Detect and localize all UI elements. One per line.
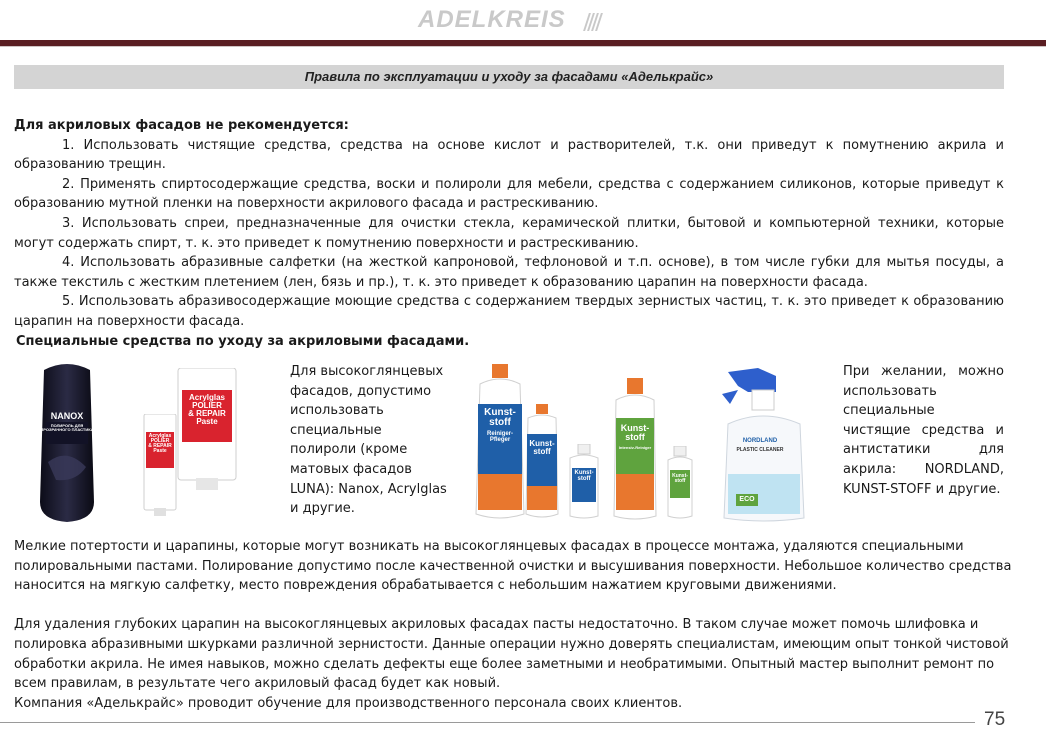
label-line: POLIER [192,401,222,410]
label-line: Paste [196,417,218,426]
warnings-heading: Для акриловых фасадов не рекомендуется: [14,118,349,133]
acrylglas-small-label [146,434,174,454]
label-line: Acrylglas [188,393,226,402]
logo-stripes-icon [584,13,600,31]
paragraph-training: Компания «Аделькрайс» проводит обучение для производственного персонала своих клиентов. [14,695,683,711]
kunststoff-1-label [478,408,522,443]
special-products-heading: Специальные средства по уходу за акриловыми фасадами. [16,333,470,349]
warning-item: 2. Применять спиртосодержащие средства, воски и полироли для мебели, средства с содержанием силиконов, которые приведут к образованию мутной пленки на поверхности акрилового фасада и растрескиванию. [14,176,1004,212]
label-line: Kunst- [620,423,650,433]
page-header [0,0,1046,40]
label-line: Paste [153,448,167,454]
label-line: Kunst- [484,407,516,418]
warning-item: 5. Использовать абразивосодержащие моющие средства с содержанием твердых зернистых частиц, т. к. это приведет к образованию царапин на поверхности фасада. [14,294,1004,329]
acrylglas-small-tube [142,414,178,516]
acrylglas-large-tube [176,368,238,490]
nanox-product-label: ПОЛИРОЛЬ ДЛЯ ПРОЗРАЧНОГО ПЛАСТИКА [40,423,94,432]
kunststoff-2-label [528,440,556,456]
label-line: Reiniger- [486,431,513,437]
paragraph-spacer [14,596,1014,616]
eco-badge: ECO [736,494,758,506]
warning-item: 3. Использовать спреи, предназначенные для очистки стекла, керамической плитки, бытовой и компьютерной техники, которые могут содержать спирт, т. к. это приведет к помутнению поверхности и растрескиванию. [14,215,1004,251]
label-line: Kunst- [672,473,688,479]
label-line: Kunst- [574,470,594,476]
polish-description: Для высокоглянцевых фасадов, допустимо использовать специальные полироли (кроме матовых фасадов LUNA): Nanox, Acrylglas и другие. [290,364,447,517]
label-line: stoff [625,432,645,442]
brand-logo: ADELKREIS [418,6,566,33]
nanox-polish-bottle [36,362,98,524]
acrylic-warnings-section [14,116,1004,351]
kunststoff-5-label [668,474,692,484]
label-line: stoff [577,476,591,482]
nanox-brand-label: NANOX [50,411,84,421]
page-number: 75 [984,709,1006,730]
label-line: Kunst- [529,439,555,448]
label-line: stoff [489,417,511,428]
kunststoff-bottle-large [470,364,530,522]
label-line: stoff [674,478,686,484]
label-line: stoff [533,447,551,456]
label-line: & REPAIR [188,409,226,418]
kunststoff-4-label [618,424,652,450]
paragraph-deep-scratches: Для удаления глубоких царапин на высокоглянцевых акриловых фасадах пасты недостаточно. В таком случае может помочь шлифовка и полировка абразивными шкурками различной зернистости. Данные операции нужно доверять специалистам, имеющим опыт тонкой чистовой обработки акрила. Не имея навыков, можно сделать дефекты еще более заметными и необратимыми. Опытный мастер выполнит ремонт по всем правилам, в результате чего акриловый фасад будет как новый. [14,617,1009,692]
nordland-brand-label: NORDLAND [742,438,778,444]
warning-item: 1. Использовать чистящие средства, средства на основе кислот и растворителей, т.к. они приведут к помутнению акрила и образованию трещин. [14,137,1004,173]
paragraph-minor-scratches: Мелкие потертости и царапины, которые могут возникать на высокоглянцевых фасадах в процессе монтажа, удаляются специальными полировальными пастами. Полирование допустимо после качественной очистки и высушивания поверхности. Небольшое количество средства наносится на мягкую салфетку, место повреждения обрабатывается с небольшим нажатием круговыми движениями. [14,539,1012,594]
kunststoff-3-label [570,470,598,482]
cleaners-description: При желании, можно использовать специальные чистящие средства и антистатики для акрила: NORDLAND, KUNST-STOFF и другие. [843,364,1004,497]
label-line: POLIER [150,438,170,444]
warning-item: 4. Использовать абразивные салфетки (на жесткой капроновой, тефлоновой и т.п. основе), в том числе губки для мытья посуды, а также текстиль с жестким плетением (лен, бязь и пр.), т. к. это приведет к образованию царапин на поверхности фасада. [14,255,1004,290]
nordland-title-label: PLASTIC CLEANER [736,447,784,453]
label-line: & REPAIR [148,443,172,449]
label-line: Intensiv-Reiniger [618,445,652,450]
kunststoff-bottle-intensive [610,378,660,522]
footer-rule [0,722,975,723]
kunststoff-bottle-small [566,444,602,520]
acrylglas-large-label [182,394,232,426]
kunststoff-bottle-medium [522,404,562,520]
repair-instructions [14,537,1014,713]
label-line: Acrylglas [148,433,172,439]
nordland-spray-bottle [718,364,812,524]
header-rule-thin [0,46,1046,47]
section-title-banner: Правила по эксплуатации и уходу за фасадами «Аделькрайс» [14,65,1004,89]
label-line: Pfleger [489,437,511,443]
